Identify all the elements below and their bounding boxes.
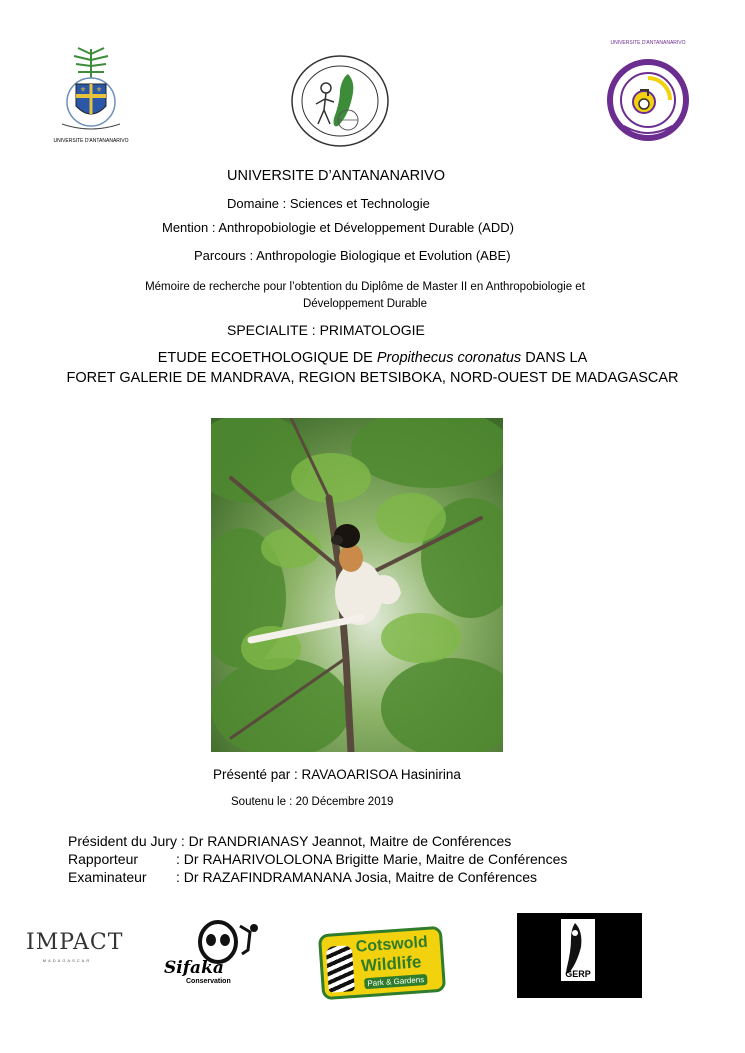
thesis-title-line-2: FORET GALERIE DE MANDRAVA, REGION BETSIBOKA, NORD-OUEST DE MADAGASCAR — [66, 370, 679, 386]
jury-role: Examinateur — [68, 869, 147, 885]
presented-by: Présenté par : RAVAOARISOA Hasinirina — [213, 767, 461, 782]
jury-member: : Dr RAZAFINDRAMANANA Josia, Maitre de Conférences — [176, 869, 537, 885]
domaine-line: Domaine : Sciences et Technologie — [227, 196, 430, 211]
species-name: Propithecus coronatus — [376, 350, 522, 366]
jury-row-rapporteur — [68, 851, 567, 867]
zebra-icon — [326, 945, 355, 993]
svg-text:⚜: ⚜ — [95, 87, 103, 94]
cotswold-line-3: Park & Gardens — [364, 974, 428, 989]
memoire-line-1: Mémoire de recherche pour l’obtention du Diplôme de Master II en Anthropobiologie et — [145, 281, 585, 293]
title-suffix: DANS LA — [521, 350, 588, 366]
university-name: UNIVERSITE D’ANTANANARIVO — [227, 168, 446, 184]
mention-add-logo — [290, 54, 390, 148]
jury-row-examinateur — [68, 869, 537, 885]
cotswold-line-1: Cotswold — [355, 933, 429, 956]
sifaka-photo — [211, 418, 503, 752]
impact-madagascar-logo — [26, 930, 124, 970]
memoire-statement — [100, 279, 630, 313]
jury-role: Président du Jury : — [68, 833, 185, 849]
jury-row-president — [68, 833, 511, 849]
thesis-title-line-1 — [0, 350, 745, 366]
gerp-logo-text: GERP — [565, 969, 591, 979]
impact-logo-sub: MADAGASCAR — [42, 958, 92, 963]
title-prefix: ETUDE ECOETHOLOGIQUE DE — [157, 350, 377, 366]
impact-logo-text: IMPACT — [26, 930, 124, 955]
sifaka-conservation-logo — [164, 920, 272, 990]
jury-member: Dr RANDRIANASY Jeannot, Maitre de Conférences — [184, 833, 512, 849]
specialite-line: SPECIALITE : PRIMATOLOGIE — [227, 322, 425, 338]
cotswold-line-2: Wildlife — [360, 952, 422, 976]
svg-text:⚜: ⚜ — [79, 87, 87, 94]
universite-antananarivo-logo — [48, 44, 134, 150]
defense-date: Soutenu le : 20 Décembre 2019 — [231, 796, 394, 808]
cotswold-logo-badge — [318, 926, 446, 1000]
jury-role: Rapporteur — [68, 851, 139, 867]
faculte-des-sciences-logo — [604, 40, 692, 148]
memoire-line-2: Développement Durable — [302, 298, 428, 310]
cotswold-wildlife-logo — [320, 930, 444, 996]
gerp-logo — [517, 913, 642, 998]
university-logo-label: UNIVERSITE D'ANTANANARIVO — [53, 138, 129, 144]
mention-line: Mention : Anthropobiologie et Développement Durable (ADD) — [162, 220, 514, 235]
sifaka-logo-sub: Conservation — [186, 978, 231, 985]
parcours-line: Parcours : Anthropologie Biologique et Evolution (ABE) — [194, 248, 511, 263]
sifaka-logo-text: Sifaka — [164, 958, 224, 978]
jury-member: : Dr RAHARIVOLOLONA Brigitte Marie, Maitre de Conférences — [176, 851, 568, 867]
faculte-logo-top-label: UNIVERSITE D'ANTANANARIVO — [610, 40, 686, 46]
